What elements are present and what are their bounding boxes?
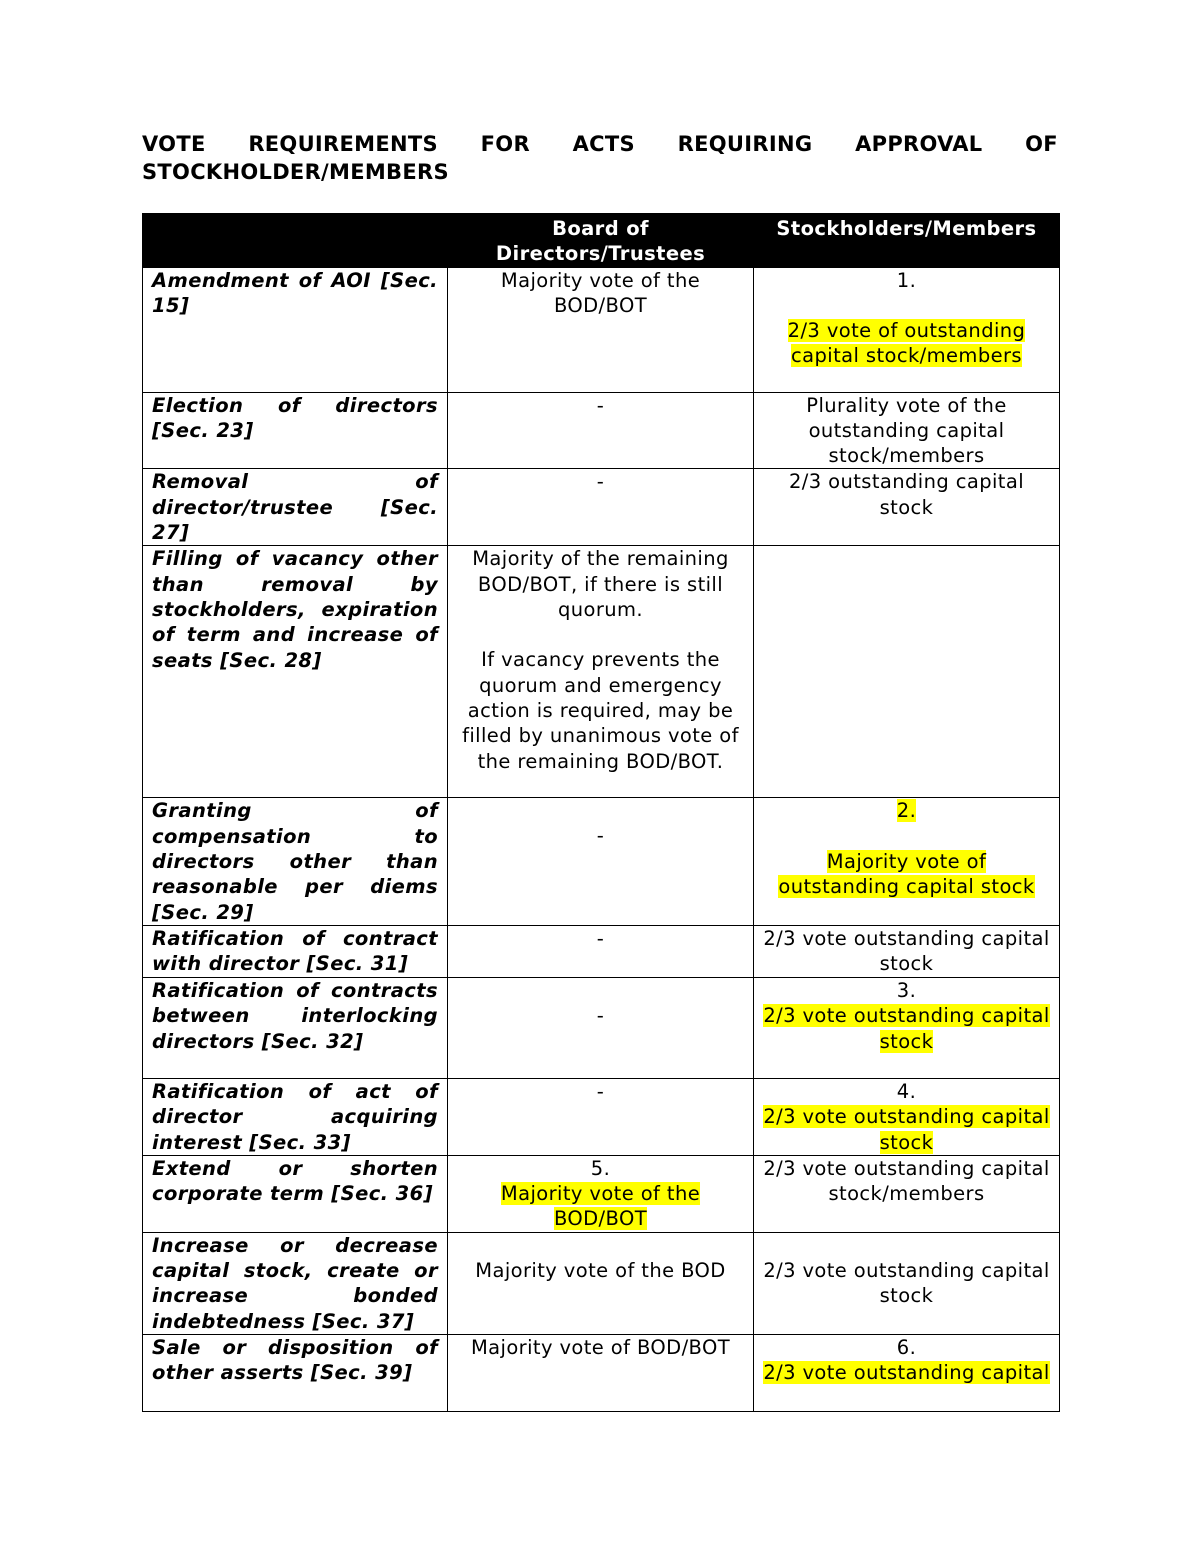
document-title [142, 130, 1058, 186]
stockholders-cell [754, 1335, 1060, 1412]
highlighted-text: 2/3 vote of outstanding capital stock/members [787, 318, 1026, 368]
title-word: APPROVAL [855, 132, 983, 156]
act-cell: Amendment of AOI [Sec. 15] [143, 267, 448, 392]
board-cell [448, 977, 754, 1078]
table-row [143, 1155, 1060, 1232]
item-number: 1. [896, 268, 917, 292]
title-word: VOTE [142, 132, 206, 156]
act-cell: Removal of director/trustee [Sec. 27] [143, 469, 448, 546]
stockholders-cell: 2/3 outstanding capital stock [754, 469, 1060, 546]
stockholders-cell: 2/3 vote outstanding capital stock/members [754, 1155, 1060, 1232]
title-word: FOR [480, 132, 530, 156]
stockholders-text: 2/3 vote outstanding capital stock [763, 1258, 1050, 1308]
highlighted-text: 2/3 vote outstanding capital [763, 1361, 1050, 1385]
stockholders-cell [754, 1232, 1060, 1334]
title-word: OF [1025, 132, 1058, 156]
table-row [143, 1335, 1060, 1412]
title-word: REQUIREMENTS [248, 132, 438, 156]
act-cell: Increase or decrease capital stock, create or increase bonded indebtedness [Sec. 37] [143, 1232, 448, 1334]
table-header-row [143, 214, 1060, 268]
stockholders-cell: 2/3 vote outstanding capital stock [754, 925, 1060, 977]
table-row [143, 977, 1060, 1078]
board-cell: Majority vote of BOD/BOT [448, 1335, 754, 1412]
act-cell: Granting of compensation to directors other than reasonable per diems [Sec. 29] [143, 798, 448, 925]
act-cell: Extend or shorten corporate term [Sec. 36] [143, 1155, 448, 1232]
board-cell [448, 1155, 754, 1232]
title-word: REQUIRING [677, 132, 813, 156]
board-text: - [596, 824, 605, 848]
board-text: - [596, 1003, 605, 1027]
board-cell: - [448, 392, 754, 469]
board-cell: - [448, 925, 754, 977]
board-cell [448, 546, 754, 798]
act-cell: Ratification of act of director acquiring interest [Sec. 33] [143, 1078, 448, 1155]
stockholders-cell [754, 546, 1060, 798]
act-cell: Sale or disposition of other asserts [Sec. 39] [143, 1335, 448, 1412]
table-row [143, 392, 1060, 469]
highlighted-text: Majority vote of the BOD/BOT [500, 1182, 701, 1231]
header-cell-act [143, 214, 448, 268]
board-cell [448, 798, 754, 925]
board-text: Majority of the remaining BOD/BOT, if there is still quorum. [472, 547, 729, 622]
highlighted-text: Majority vote of outstanding capital stock [778, 849, 1035, 899]
title-word: ACTS [572, 132, 635, 156]
board-cell [448, 1232, 754, 1334]
act-cell: Election of directors [Sec. 23] [143, 392, 448, 469]
vote-requirements-table [142, 213, 1060, 1412]
table-row [143, 925, 1060, 977]
table-row [143, 469, 1060, 546]
board-cell: Majority vote of the BOD/BOT [448, 267, 754, 392]
table-row [143, 267, 1060, 392]
item-number: 6. [896, 1336, 917, 1360]
item-number: 3. [896, 978, 917, 1002]
stockholders-cell [754, 977, 1060, 1078]
act-cell: Filling of vacancy other than removal by stockholders, expiration of term and increase of seats [Sec. 28] [143, 546, 448, 798]
header-cell-board: Board of Directors/Trustees [448, 214, 754, 268]
item-number: 4. [896, 1079, 917, 1103]
item-number: 2. [896, 799, 917, 823]
board-text: If vacancy prevents the quorum and emergency action is required, may be filled by unanimous vote of the remaining BOD/BOT. [462, 648, 739, 773]
stockholders-cell [754, 798, 1060, 925]
header-cell-stockholders: Stockholders/Members [754, 214, 1060, 268]
item-number: 5. [590, 1156, 611, 1180]
act-cell: Ratification of contract with director [Sec. 31] [143, 925, 448, 977]
highlighted-text: 2/3 vote outstanding capital stock [763, 1004, 1050, 1053]
board-cell: - [448, 1078, 754, 1155]
table-row [143, 1078, 1060, 1155]
table-row [143, 546, 1060, 798]
title-line-1 [142, 130, 1058, 158]
table-row [143, 798, 1060, 925]
board-text: Majority vote of the BOD [475, 1258, 726, 1282]
stockholders-cell: Plurality vote of the outstanding capital stock/members [754, 392, 1060, 469]
table-row [143, 1232, 1060, 1334]
highlighted-text: 2/3 vote outstanding capital stock [763, 1105, 1050, 1154]
board-cell: - [448, 469, 754, 546]
stockholders-cell [754, 1078, 1060, 1155]
act-cell: Ratification of contracts between interlocking directors [Sec. 32] [143, 977, 448, 1078]
stockholders-cell [754, 267, 1060, 392]
title-line-2: STOCKHOLDER/MEMBERS [142, 160, 449, 184]
